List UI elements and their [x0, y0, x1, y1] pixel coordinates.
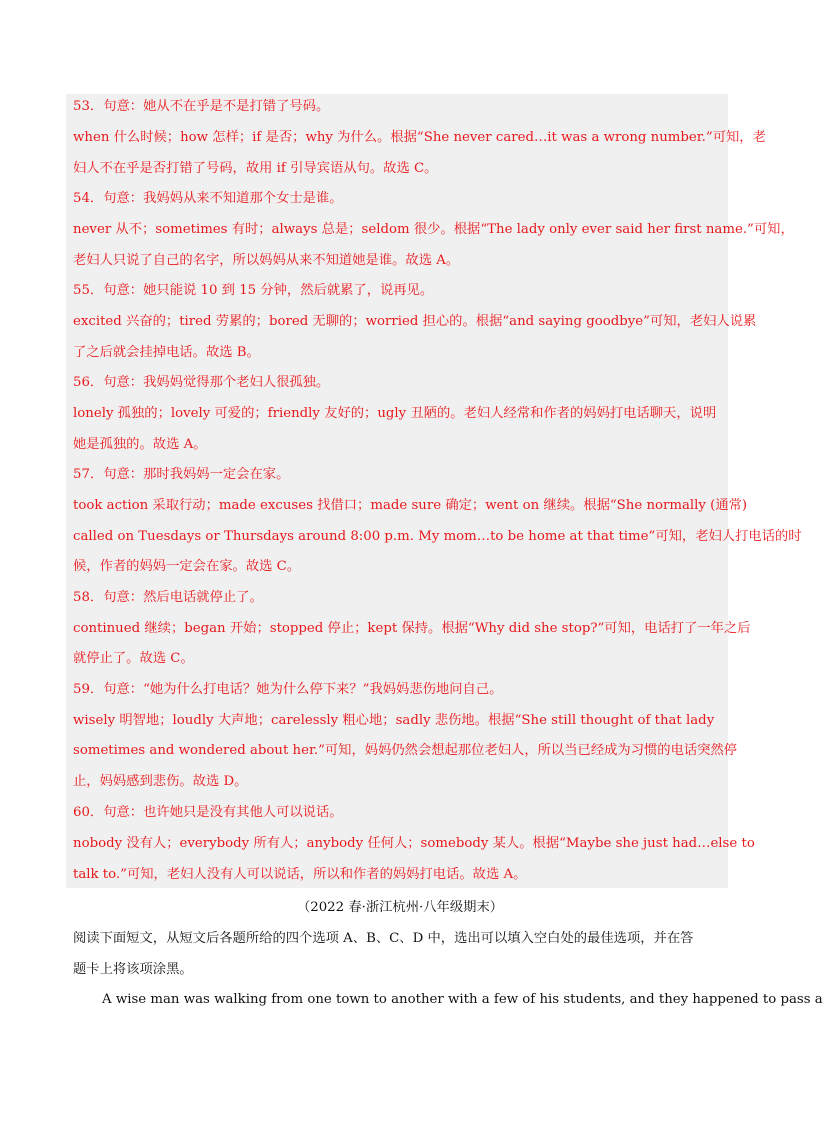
- instruction-line: 题卡上将该项涂黑。: [73, 962, 193, 977]
- passage-line: A wise man was walking from one town to another with a few of his students, and they happened to pass a: [102, 992, 823, 1007]
- answer-line: sometimes and wondered about her.”可知，妈妈仍然会想起那位老妇人，所以当已经成为习惯的电话突然停: [73, 743, 738, 758]
- answer-line: continued 继续；began 开始；stopped 停止；kept 保持。根据“Why did she stop?”可知，电话打了一年之后: [73, 621, 751, 636]
- answer-line: 57．句意：那时我妈妈一定会在家。: [73, 467, 290, 482]
- answer-line: talk to.”可知，老妇人没有人可以说话，所以和作者的妈妈打电话。故选 A。: [73, 867, 527, 882]
- answer-line: 53．句意：她从不在乎是不是打错了号码。: [73, 99, 330, 114]
- answer-line: lonely 孤独的；lovely 可爱的；friendly 友好的；ugly 丑陋的。老妇人经常和作者的妈妈打电话聊天，说明: [73, 406, 717, 421]
- answer-line: 就停止了。故选 C。: [73, 651, 194, 666]
- answer-explanation-box: [66, 94, 728, 888]
- answer-line: 止，妈妈感到悲伤。故选 D。: [73, 774, 248, 789]
- answer-line: called on Tuesdays or Thursdays around 8:00 p.m. My mom…to be home at that time”可知，老妇人打电话的时: [73, 529, 802, 544]
- answer-line: 58．句意：然后电话就停止了。: [73, 590, 263, 605]
- answer-line: when 什么时候；how 怎样；if 是否；why 为什么。根据“She never cared…it was a wrong number.”可知，老: [73, 130, 766, 145]
- answer-line: wisely 明智地；loudly 大声地；carelessly 粗心地；sadly 悲伤地。根据“She still thought of that lady: [73, 713, 715, 728]
- answer-line: 55．句意：她只能说 10 到 15 分钟，然后就累了，说再见。: [73, 283, 434, 298]
- answer-line: 60．句意：也许她只是没有其他人可以说话。: [73, 805, 343, 820]
- source-line: （2022 春·浙江杭州·八年级期末）: [296, 900, 504, 915]
- answer-line: excited 兴奋的；tired 劳累的；bored 无聊的；worried 担心的。根据“and saying goodbye”可知，老妇人说累: [73, 314, 757, 329]
- answer-line: took action 采取行动；made excuses 找借口；made sure 确定；went on 继续。根据“She normally (通常): [73, 498, 748, 513]
- answer-line: nobody 没有人；everybody 所有人；anybody 任何人；somebody 某人。根据“Maybe she just had…else to: [73, 836, 755, 851]
- answer-line: 候，作者的妈妈一定会在家。故选 C。: [73, 559, 301, 574]
- answer-line: 54．句意：我妈妈从来不知道那个女士是谁。: [73, 191, 343, 206]
- answer-line: never 从不；sometimes 有时；always 总是；seldom 很少。根据“The lady only ever said her first name.”可知，: [73, 222, 794, 237]
- answer-line: 59．句意：“她为什么打电话？她为什么停下来？”我妈妈悲伤地问自己。: [73, 682, 503, 697]
- answer-line: 她是孤独的。故选 A。: [73, 437, 207, 452]
- instruction-line: 阅读下面短文，从短文后各题所给的四个选项 A、B、C、D 中，选出可以填入空白处的最佳选项，并在答: [73, 931, 694, 946]
- answer-line: 56．句意：我妈妈觉得那个老妇人很孤独。: [73, 375, 330, 390]
- answer-line: 老妇人只说了自己的名字，所以妈妈从来不知道她是谁。故选 A。: [73, 253, 460, 268]
- answer-line: 妇人不在乎是否打错了号码，故用 if 引导宾语从句。故选 C。: [73, 161, 438, 176]
- answer-line: 了之后就会挂掉电话。故选 B。: [73, 345, 260, 360]
